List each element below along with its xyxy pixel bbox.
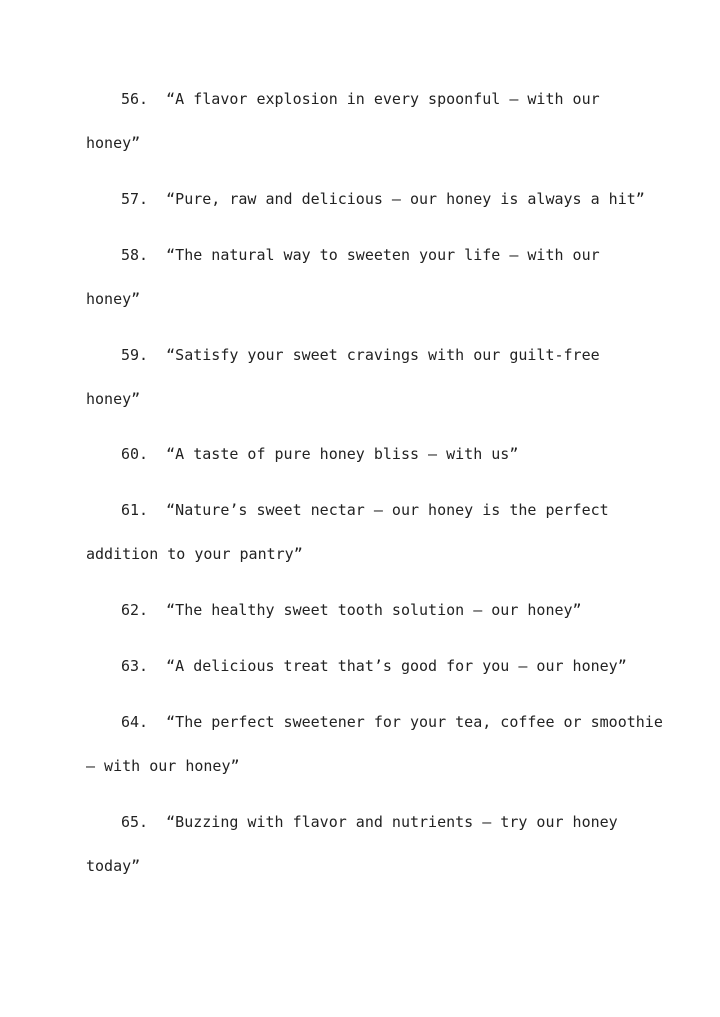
- item-57-line-1: [121, 189, 645, 209]
- item-61-text: “Nature’s sweet nectar – our honey is the perfect: [166, 501, 609, 519]
- item-64-line-2: – with our honey”: [86, 757, 240, 775]
- item-63-line-1: [121, 656, 627, 676]
- item-60-text: “A taste of pure honey bliss – with us”: [166, 445, 519, 463]
- item-57-number: 57.: [121, 190, 149, 208]
- item-56-number: 56.: [121, 90, 149, 108]
- item-64-text: “The perfect sweetener for your tea, coffee or smoothie: [166, 713, 663, 731]
- item-65-line-1: [121, 812, 618, 832]
- item-57-text: “Pure, raw and delicious – our honey is always a hit”: [166, 190, 645, 208]
- item-64-line-1: [121, 712, 663, 732]
- item-59-text: “Satisfy your sweet cravings with our guilt-free: [166, 346, 600, 364]
- item-58-line-2: honey”: [86, 290, 141, 308]
- item-64-number: 64.: [121, 713, 149, 731]
- item-56-text: “A flavor explosion in every spoonful – with our: [166, 90, 600, 108]
- item-61-line-1: [121, 500, 609, 520]
- item-61-number: 61.: [121, 501, 149, 519]
- item-59-line-2: honey”: [86, 390, 141, 408]
- item-65-text: “Buzzing with flavor and nutrients – try our honey: [166, 813, 618, 831]
- item-58-line-1: [121, 245, 600, 265]
- item-62-text: “The healthy sweet tooth solution – our honey”: [166, 601, 582, 619]
- item-62-number: 62.: [121, 601, 149, 619]
- item-61-line-2: addition to your pantry”: [86, 545, 303, 563]
- item-59-number: 59.: [121, 346, 149, 364]
- item-60-line-1: [121, 444, 518, 464]
- item-63-number: 63.: [121, 657, 149, 675]
- item-65-number: 65.: [121, 813, 149, 831]
- item-63-text: “A delicious treat that’s good for you – our honey”: [166, 657, 627, 675]
- item-56-line-1: [121, 89, 600, 109]
- item-58-number: 58.: [121, 246, 149, 264]
- item-58-text: “The natural way to sweeten your life – with our: [166, 246, 600, 264]
- item-62-line-1: [121, 600, 582, 620]
- item-60-number: 60.: [121, 445, 149, 463]
- item-65-line-2: today”: [86, 857, 141, 875]
- item-56-line-2: honey”: [86, 134, 141, 152]
- item-59-line-1: [121, 345, 600, 365]
